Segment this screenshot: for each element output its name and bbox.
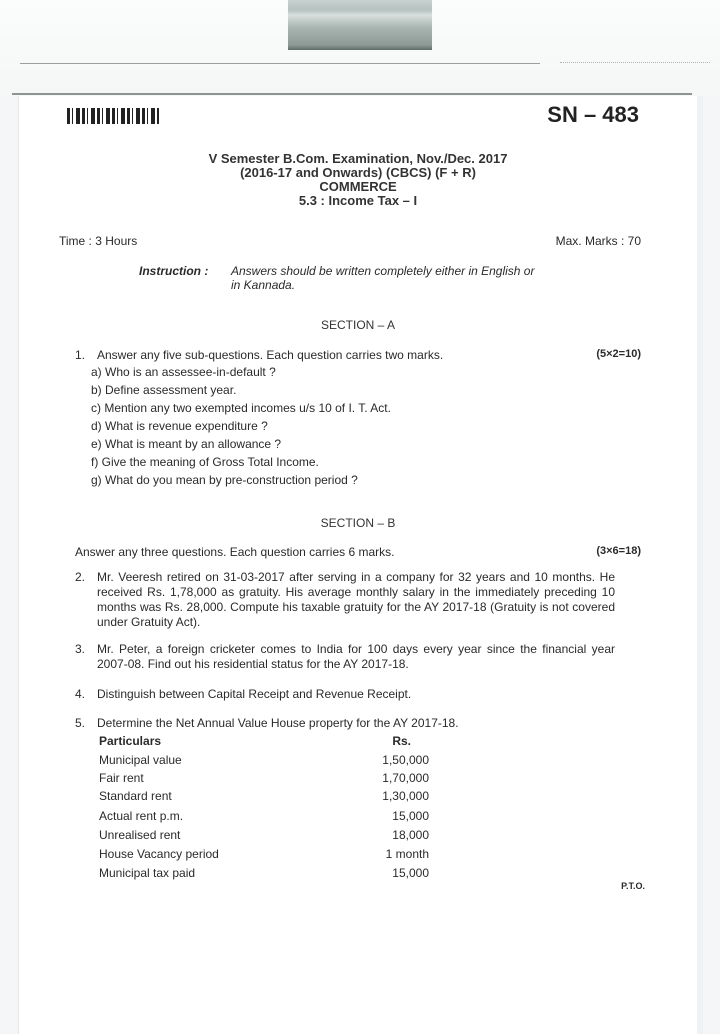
question-text: Mr. Veeresh retired on 31-03-2017 after serving in a company for 32 years and 10 months. He received Rs. 1,78,000 as gratuity. His average monthly salary in the immediately preceding 10 months was Rs. 28,000. Compute his taxable gratuity for the AY 2017-18 (Gratuity is not covered under Gratuity Act). <box>97 570 615 629</box>
question-number: 1. <box>75 348 86 362</box>
sub-question: c) Mention any two exempted incomes u/s 10 of I. T. Act. <box>91 401 391 415</box>
exam-paper <box>18 96 703 1034</box>
exam-paper-name: 5.3 : Income Tax – I <box>298 193 418 208</box>
row-label: Municipal tax paid <box>99 866 196 880</box>
question-number: 2. <box>75 570 86 584</box>
row-label: House Vacancy period <box>99 847 219 861</box>
max-marks: Max. Marks : 70 <box>555 234 641 248</box>
row-label: Municipal value <box>99 753 182 767</box>
sub-question: f) Give the meaning of Gross Total Income. <box>91 455 319 469</box>
section-a-instruction: Answer any five sub-questions. Each question carries two marks. <box>97 348 444 362</box>
instruction-label: Instruction : <box>139 264 209 278</box>
handwritten-mark <box>560 52 710 63</box>
barcode-icon <box>67 108 159 124</box>
column-header-rs: Rs. <box>392 734 411 748</box>
row-value: 1,50,000 <box>382 753 429 767</box>
page-turn-over: P.T.O. <box>621 881 645 891</box>
section-b-marks: (3×6=18) <box>596 545 641 557</box>
paper-code: SN – 483 <box>547 102 639 127</box>
question-text: Determine the Net Annual Value House property for the AY 2017-18. <box>97 716 459 730</box>
question-number: 5. <box>75 716 86 730</box>
row-label: Fair rent <box>99 771 144 785</box>
instruction-text: Answers should be written completely either in English or <box>231 264 535 278</box>
question-text: Mr. Peter, a foreign cricketer comes to India for 100 days every year since the financial year 2007-08. Find out his residential status for the AY 2017-18. <box>97 642 615 671</box>
question-2 <box>75 570 635 632</box>
row-label: Unrealised rent <box>99 828 181 842</box>
exam-time: Time : 3 Hours <box>59 234 138 248</box>
row-value: 18,000 <box>392 828 429 842</box>
sub-question: a) Who is an assessee-in-default ? <box>91 365 276 379</box>
section-b-instruction: Answer any three questions. Each question carries 6 marks. <box>75 545 395 559</box>
page-top-edge <box>12 93 692 95</box>
exam-scheme: (2016-17 and Onwards) (CBCS) (F + R) <box>240 165 476 180</box>
row-value: 1 month <box>385 847 429 861</box>
question-3 <box>75 642 635 674</box>
question-number: 4. <box>75 687 86 701</box>
row-label: Standard rent <box>99 789 172 803</box>
column-header-particulars: Particulars <box>99 734 162 748</box>
section-b-title: SECTION – B <box>320 516 396 530</box>
question-4 <box>75 687 635 703</box>
section-a-title: SECTION – A <box>320 318 396 332</box>
instruction-text-cont: in Kannada. <box>231 278 296 292</box>
row-value: 15,000 <box>392 809 429 823</box>
question-number: 3. <box>75 642 86 656</box>
question-text: Distinguish between Capital Receipt and Revenue Receipt. <box>97 687 412 701</box>
row-value: 1,30,000 <box>382 789 429 803</box>
row-value: 15,000 <box>392 866 429 880</box>
sub-question: g) What do you mean by pre-construction period ? <box>91 473 358 487</box>
scan-rule <box>20 63 540 64</box>
sub-question: e) What is meant by an allowance ? <box>91 437 282 451</box>
row-value: 1,70,000 <box>382 771 429 785</box>
sub-question: d) What is revenue expenditure ? <box>91 419 268 433</box>
question-5 <box>75 716 635 732</box>
scanner-clip <box>288 0 432 50</box>
section-a-marks: (5×2=10) <box>596 348 641 360</box>
row-label: Actual rent p.m. <box>99 809 184 823</box>
exam-title: V Semester B.Com. Examination, Nov./Dec. 2017 <box>208 151 508 166</box>
exam-subject: COMMERCE <box>319 179 397 194</box>
sub-question: b) Define assessment year. <box>91 383 237 397</box>
